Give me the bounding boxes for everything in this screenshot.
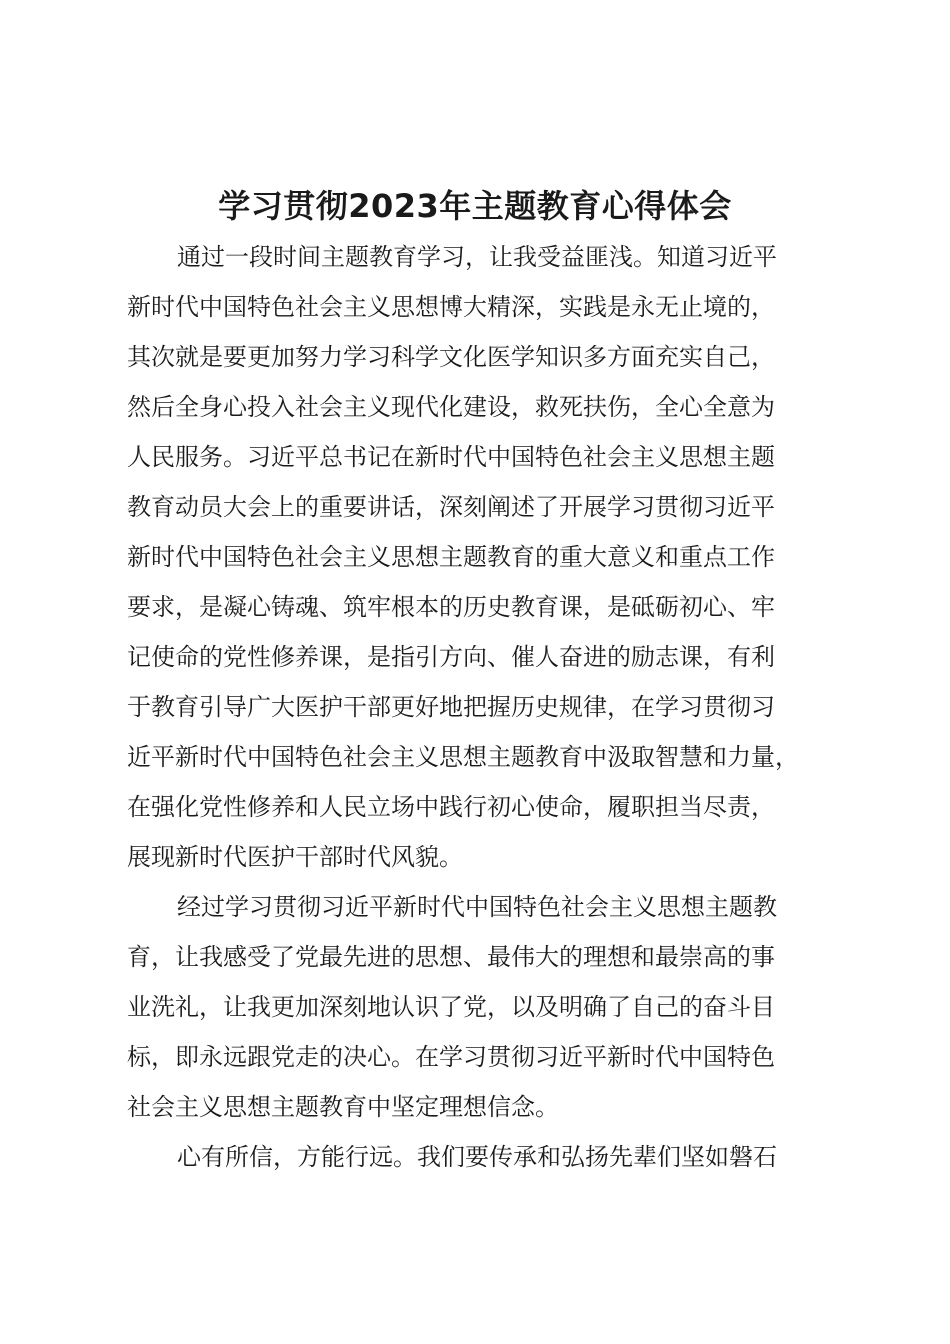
text-line: 记使命的党性修养课，是指引方向、催人奋进的励志课，有利: [127, 643, 775, 671]
document-body: [127, 232, 832, 1182]
document-title: 学习贯彻2023年主题教育心得体会: [218, 187, 732, 225]
text-line: 业洗礼，让我更加深刻地认识了党，以及明确了自己的奋斗目: [127, 993, 775, 1021]
text-line: 心有所信，方能行远。我们要传承和弘扬先辈们坚如磐石: [177, 1143, 777, 1171]
text-line: 社会主义思想主题教育中坚定理想信念。: [127, 1093, 559, 1121]
text-line: 新时代中国特色社会主义思想博大精深，实践是永无止境的，: [127, 293, 775, 321]
paragraph-1: [127, 232, 832, 882]
text-line: 标，即永远跟党走的决心。在学习贯彻习近平新时代中国特色: [127, 1043, 775, 1071]
text-line: 其次就是要更加努力学习科学文化医学知识多方面充实自己，: [127, 343, 775, 371]
paragraph-3: [127, 1132, 832, 1182]
text-line: 新时代中国特色社会主义思想主题教育的重大意义和重点工作: [127, 543, 775, 571]
text-line: 要求，是凝心铸魂、筑牢根本的历史教育课，是砥砺初心、牢: [127, 593, 775, 621]
text-line: 在强化党性修养和人民立场中践行初心使命，履职担当尽责，: [127, 793, 775, 821]
text-line: 展现新时代医护干部时代风貌。: [127, 843, 463, 871]
text-line: 教育动员大会上的重要讲话，深刻阐述了开展学习贯彻习近平: [127, 493, 775, 521]
text-line: 经过学习贯彻习近平新时代中国特色社会主义思想主题教: [177, 893, 777, 921]
text-line: 人民服务。习近平总书记在新时代中国特色社会主义思想主题: [127, 443, 775, 471]
text-line: 近平新时代中国特色社会主义思想主题教育中汲取智慧和力量，: [127, 743, 799, 771]
paragraph-2: [127, 882, 832, 1132]
text-line: 然后全身心投入社会主义现代化建设，救死扶伤，全心全意为: [127, 393, 775, 421]
text-line: 通过一段时间主题教育学习，让我受益匪浅。知道习近平: [177, 243, 777, 271]
text-line: 育，让我感受了党最先进的思想、最伟大的理想和最崇高的事: [127, 943, 775, 971]
text-line: 于教育引导广大医护干部更好地把握历史规律，在学习贯彻习: [127, 693, 775, 721]
